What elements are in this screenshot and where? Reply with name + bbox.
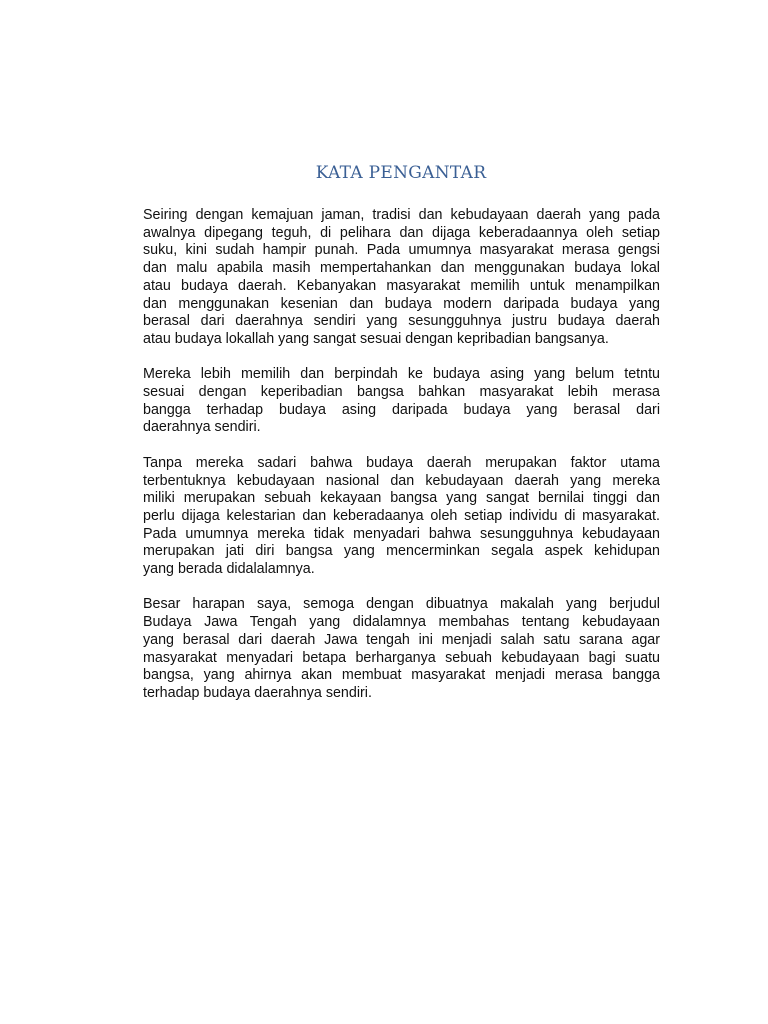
text-line: Seiring dengan kemajuan jaman, tradisi dan kebudayaan daerah yang pada <box>143 207 660 223</box>
text-line: suku, kini sudah hampir punah. Pada umumnya masyarakat merasa gengsi <box>143 242 660 259</box>
document-body <box>143 207 660 720</box>
text-line: Pada umumnya mereka tidak menyadari bahwa sesungguhnya kebudayaan <box>143 525 660 542</box>
text-line: sesuai dengan keperibadian bangsa bahkan masyarakat lebih merasa <box>143 384 660 401</box>
text-line: atau budaya daerah. Kebanyakan masyarakat memilih untuk menampilkan <box>143 277 660 294</box>
text-line: atau budaya lokallah yang sangat sesuai dengan kepribadian bangsanya. <box>143 330 609 347</box>
text-line: awalnya dipegang teguh, di pelihara dan dijaga keberadaannya oleh setiap <box>143 224 660 241</box>
text-line: miliki merupakan sebuah kekayaan bangsa yang sangat bernilai tinggi dan <box>143 490 660 507</box>
paragraph-4 <box>143 596 660 702</box>
text-line: bangsa, yang ahirnya akan membuat masyarakat menjadi merasa bangga <box>143 667 660 684</box>
page-title: KATA PENGANTAR <box>315 163 487 183</box>
paragraph-3 <box>143 455 660 579</box>
text-line: merupakan jati diri bangsa yang mencerminkan segala aspek kehidupan <box>143 543 660 560</box>
text-line: masyarakat menyadari betapa berharganya sebuah kebudayaan bagi suatu <box>143 649 660 666</box>
text-line: Mereka lebih memilih dan berpindah ke budaya asing yang belum tetntu <box>143 366 660 383</box>
text-line: dan malu apabila masih mempertahankan dan menggunakan budaya lokal <box>143 260 660 277</box>
text-line: yang berada didalalamnya. <box>143 561 315 578</box>
text-line: terbentuknya kebudayaan nasional dan kebudayaan daerah yang mereka <box>143 472 660 489</box>
text-line: dan menggunakan kesenian dan budaya modern daripada budaya yang <box>143 295 660 312</box>
text-line: bangga terhadap budaya asing daripada budaya yang berasal dari <box>143 401 660 418</box>
text-line: Tanpa mereka sadari bahwa budaya daerah merupakan faktor utama <box>143 454 660 471</box>
text-line: terhadap budaya daerahnya sendiri. <box>143 684 372 701</box>
text-line: berasal dari daerahnya sendiri yang sesungguhnya justru budaya daerah <box>143 313 660 330</box>
paragraph-1 <box>143 207 660 349</box>
text-line: Besar harapan saya, semoga dengan dibuatnya makalah yang berjudul <box>143 596 660 613</box>
text-line: Budaya Jawa Tengah yang didalamnya membahas tentang kebudayaan <box>143 614 660 631</box>
text-line: yang berasal dari daerah Jawa tengah ini menjadi salah satu sarana agar <box>143 631 660 648</box>
paragraph-2 <box>143 366 660 437</box>
text-line: perlu dijaga kelestarian dan keberadaanya oleh setiap individu di masyarakat. <box>143 507 660 524</box>
text-line: daerahnya sendiri. <box>143 419 261 436</box>
